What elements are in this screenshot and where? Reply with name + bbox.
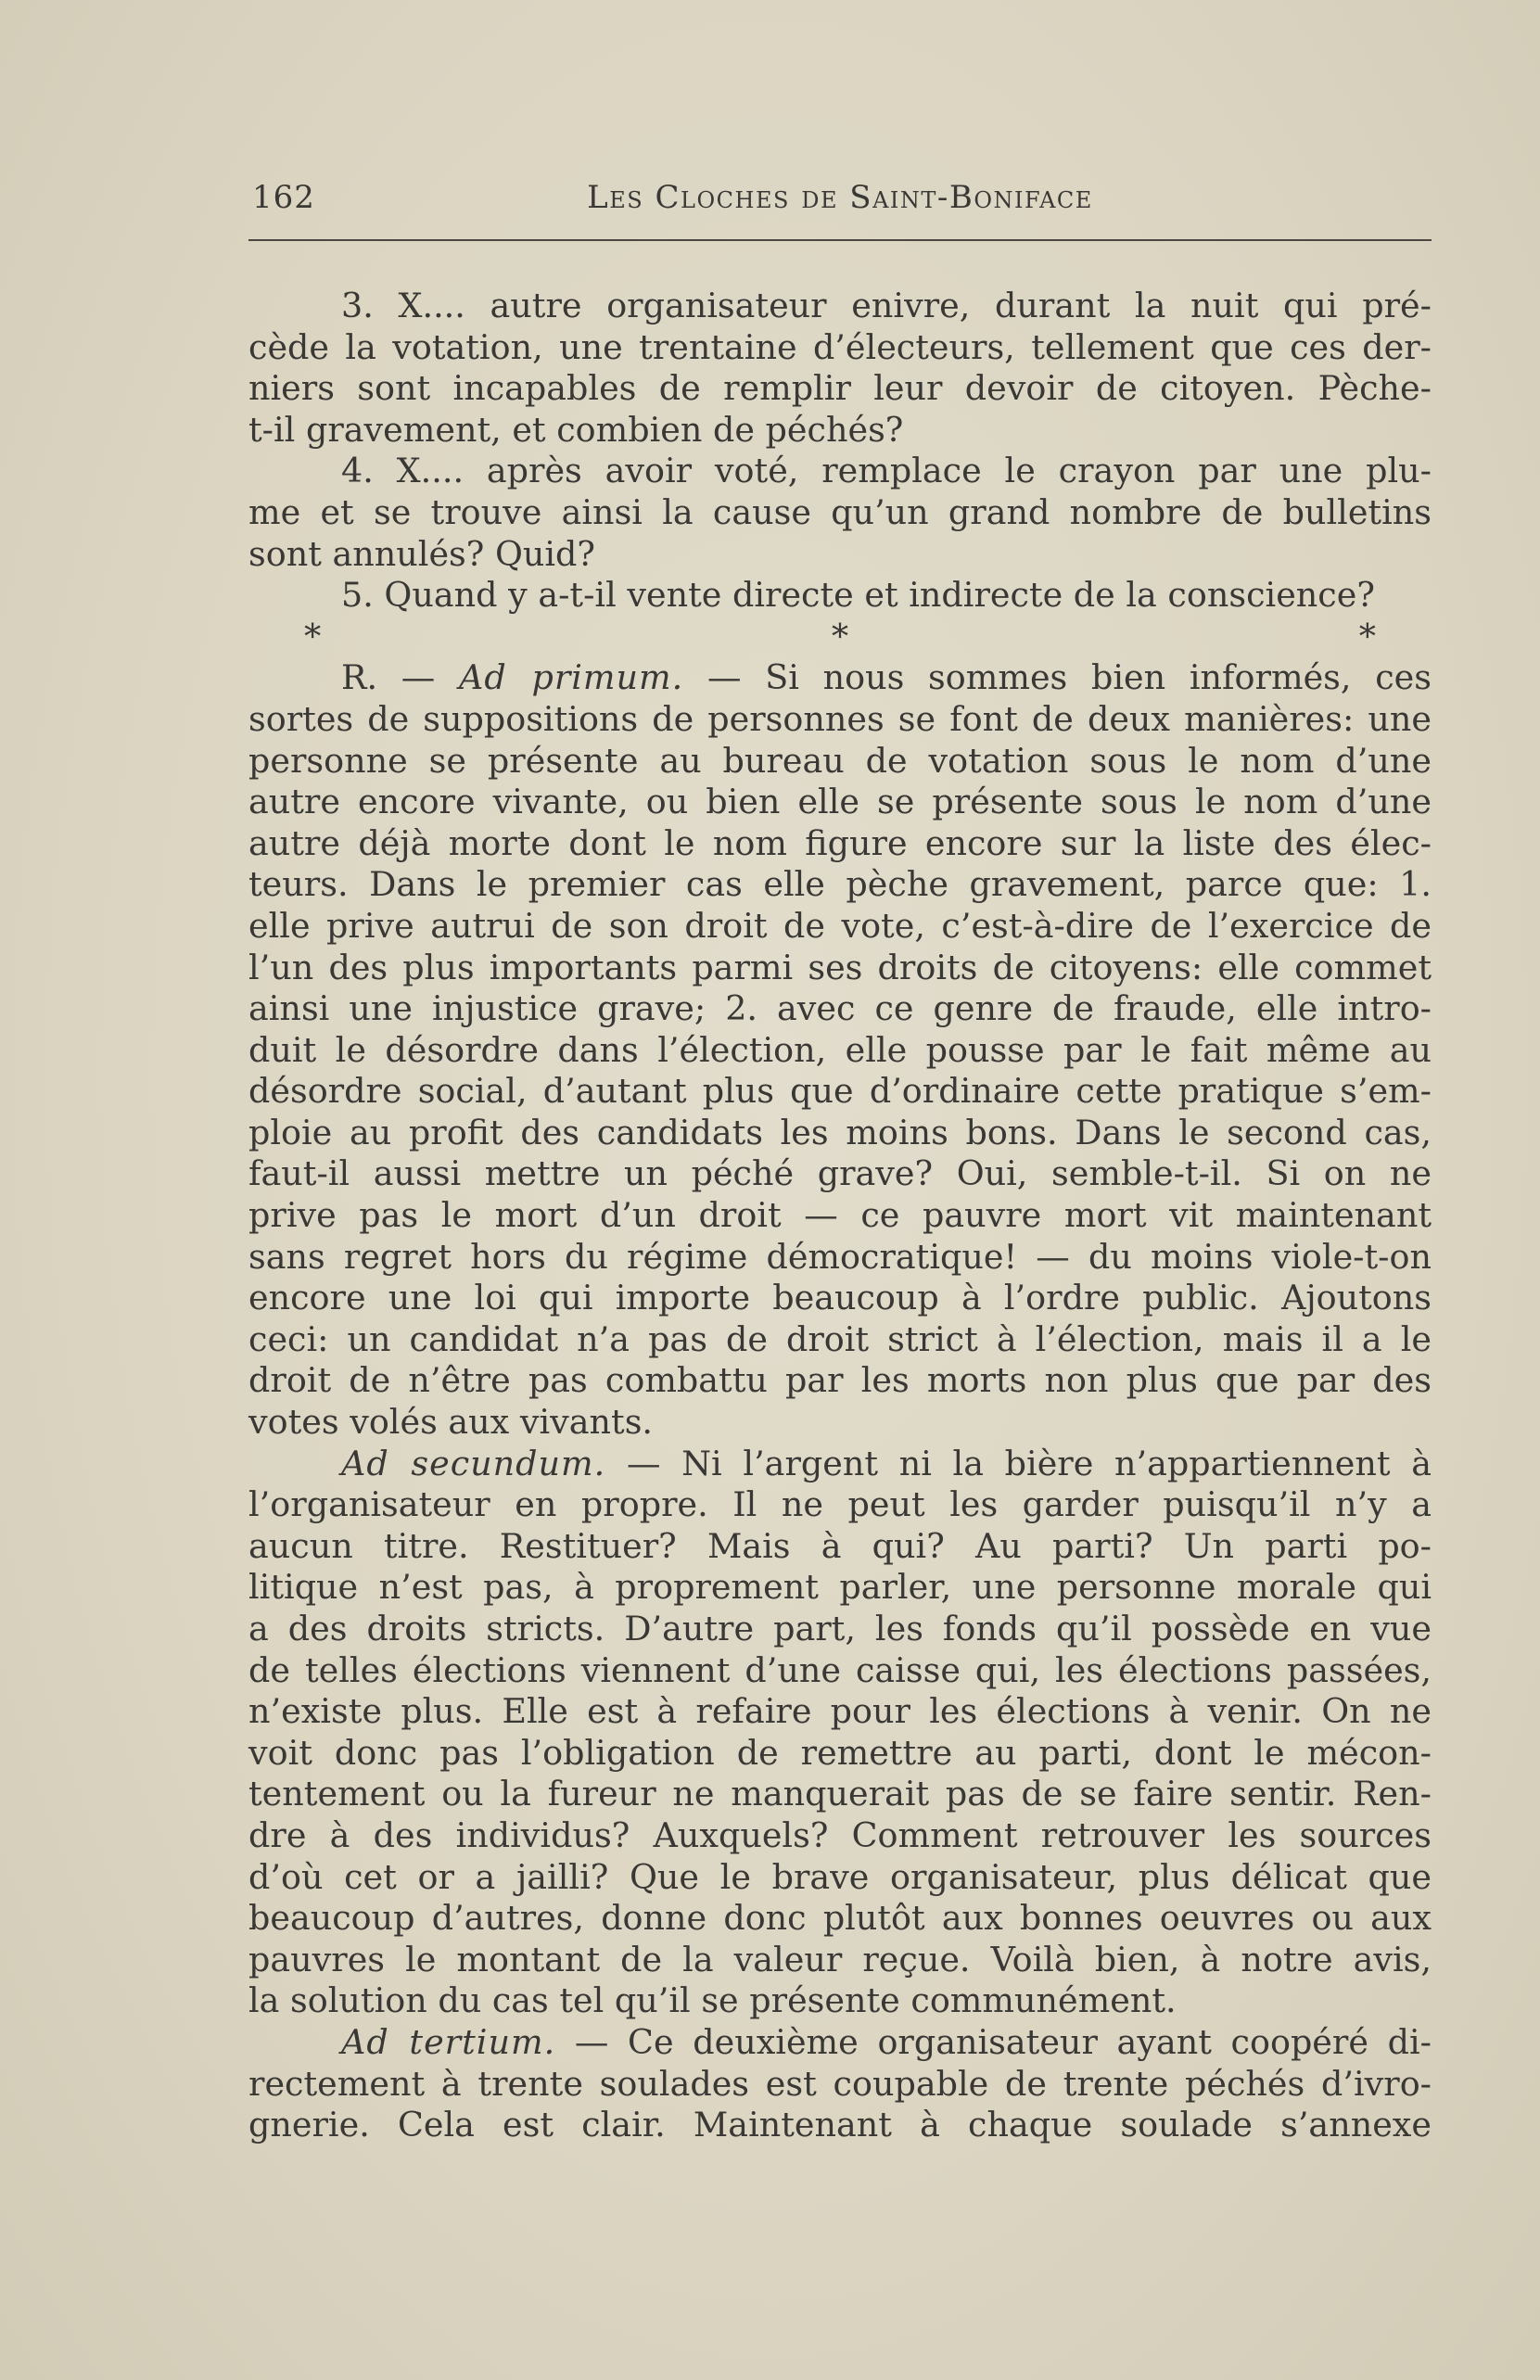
text-line: autre déjà morte dont le nom figure encore sur la liste des élec- bbox=[248, 822, 1432, 863]
answer-label: Ad secundum. bbox=[341, 1443, 606, 1483]
answer-heading-line bbox=[248, 1444, 1432, 1485]
text-line: duit le désordre dans l’élection, elle pousse par le fait même au bbox=[248, 1029, 1432, 1070]
text-line: ceci: un candidat n’a pas de droit strict à l’élection, mais il a le bbox=[248, 1318, 1432, 1359]
answer-first-text: — Ni l’argent ni la bière n’appartiennent à bbox=[605, 1443, 1432, 1483]
text-line: dre à des individus? Auxquels? Comment retrouver les sources bbox=[248, 1814, 1432, 1855]
page-number: 162 bbox=[252, 179, 315, 216]
running-title: Les Cloches de Saint-Boniface bbox=[587, 179, 1093, 216]
text-line: a des droits stricts. D’autre part, les fonds qu’il possède en vue bbox=[248, 1609, 1432, 1648]
text-line: ainsi une injustice grave; 2. avec ce genre de fraude, elle intro- bbox=[248, 988, 1432, 1029]
body-text bbox=[248, 286, 1432, 2146]
text-line: d’où cet or a jailli? Que le brave organisateur, plus délicat que bbox=[248, 1856, 1432, 1897]
text-line: encore une loi qui importe beaucoup à l’ordre public. Ajoutons bbox=[248, 1278, 1432, 1318]
answer-label: Ad primum. bbox=[459, 657, 684, 698]
answer-first-text: — Ce deuxième organisateur ayant coopéré di- bbox=[555, 2021, 1432, 2062]
text-line: me et se trouve ainsi la cause qu’un grand nombre de bulletins bbox=[248, 491, 1432, 532]
text-line: niers sont incapables de remplir leur devoir de citoyen. Pèche- bbox=[248, 368, 1432, 409]
text-line: pauvres le montant de la valeur reçue. Voilà bien, à notre avis, bbox=[248, 1939, 1432, 1979]
text-line: tentement ou la fureur ne manquerait pas de se faire sentir. Ren- bbox=[248, 1774, 1432, 1814]
text-line: prive pas le mort d’un droit — ce pauvre mort vit maintenant bbox=[248, 1195, 1432, 1236]
text-line: désordre social, d’autant plus que d’ordinaire cette pratique s’em- bbox=[248, 1071, 1432, 1112]
text-line: elle prive autrui de son droit de vote, c’est-à-dire de l’exercice de bbox=[248, 905, 1432, 946]
page-header bbox=[248, 174, 1432, 221]
text-line: faut-il aussi mettre un péché grave? Oui, semble-t-il. Si on ne bbox=[248, 1153, 1432, 1194]
answer-lead: R. — bbox=[341, 657, 460, 698]
answer-first-text: — Si nous sommes bien informés, ces bbox=[683, 657, 1432, 698]
text-line: la solution du cas tel qu’il se présente communément. bbox=[248, 1980, 1177, 2021]
text-line: rectement à trente soulades est coupable de trente péchés d’ivro- bbox=[248, 2063, 1432, 2104]
header-rule bbox=[248, 239, 1432, 241]
text-line: litique n’est pas, à proprement parler, une personne morale qui bbox=[248, 1567, 1432, 1608]
text-line: aucun titre. Restituer? Mais à qui? Au parti? Un parti po- bbox=[248, 1525, 1432, 1566]
text-line: personne se présente au bureau de votation sous le nom d’une bbox=[248, 740, 1432, 781]
text-line: sortes de suppositions de personnes se font de deux manières: une bbox=[248, 698, 1432, 739]
section-separator: * * * bbox=[304, 616, 1432, 656]
text-line: l’un des plus importants parmi ses droits de citoyens: elle commet bbox=[248, 947, 1432, 987]
text-line: n’existe plus. Elle est à refaire pour les élections à venir. On ne bbox=[248, 1691, 1432, 1732]
text-line: autre encore vivante, ou bien elle se présente sous le nom d’une bbox=[248, 782, 1432, 822]
text-line: sans regret hors du régime démocratique! — du moins viole-t-on bbox=[248, 1236, 1432, 1277]
text-line: gnerie. Cela est clair. Maintenant à chaque soulade s’annexe bbox=[248, 2105, 1432, 2145]
text-line: voit donc pas l’obligation de remettre au parti, dont le mécon- bbox=[248, 1732, 1432, 1773]
text-line: t-il gravement, et combien de péchés? bbox=[248, 409, 904, 450]
text-line: teurs. Dans le premier cas elle pèche gravement, parce que: 1. bbox=[248, 864, 1432, 905]
text-line: droit de n’être pas combattu par les morts non plus que par des bbox=[248, 1360, 1432, 1401]
answer-heading-line bbox=[248, 657, 1432, 699]
text-line: 3. X.... autre organisateur enivre, durant la nuit qui pré- bbox=[341, 286, 1432, 325]
text-line: ploie au profit des candidats les moins bons. Dans le second cas, bbox=[248, 1112, 1432, 1152]
text-line: votes volés aux vivants. bbox=[248, 1402, 654, 1443]
text-line: de telles élections viennent d’une caisse qui, les élections passées, bbox=[248, 1649, 1432, 1690]
text-line: l’organisateur en propre. Il ne peut les garder puisqu’il n’y a bbox=[248, 1484, 1432, 1525]
text-line: cède la votation, une trentaine d’électeurs, tellement que ces der- bbox=[248, 326, 1432, 367]
text-line: 5. Quand y a-t-il vente directe et indirecte de la conscience? bbox=[341, 575, 1375, 616]
text-line: beaucoup d’autres, donne donc plutôt aux bonnes oeuvres ou aux bbox=[248, 1898, 1432, 1939]
answer-heading-line bbox=[248, 2022, 1432, 2064]
text-line: sont annulés? Quid? bbox=[248, 533, 595, 574]
text-line: 4. X.... après avoir voté, remplace le crayon par une plu- bbox=[341, 451, 1432, 491]
answer-label: Ad tertium. bbox=[341, 2021, 556, 2062]
